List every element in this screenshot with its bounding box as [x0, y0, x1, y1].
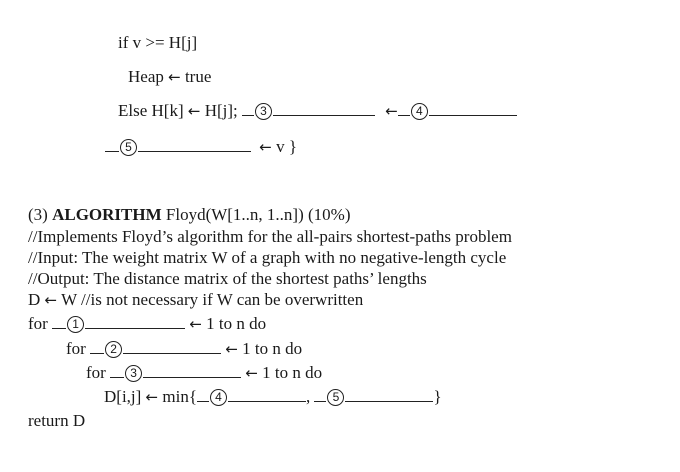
v-close: v } — [276, 137, 297, 156]
blank-3[interactable] — [273, 101, 375, 116]
comment-3: //Output: The distance matrix of the shortest paths’ lengths — [28, 269, 427, 288]
assign-line — [28, 290, 363, 310]
heap-true: true — [184, 67, 212, 86]
blank-number-3: 3 — [125, 365, 142, 382]
w-assign: W //is not necessary if W can be overwritten — [61, 290, 364, 309]
d-var: D — [28, 290, 41, 309]
for-keyword: for — [28, 314, 48, 333]
range-text: 1 to n do — [206, 314, 267, 333]
blank-number-1: 1 — [67, 316, 84, 333]
for-line-2 — [66, 339, 302, 359]
algorithm-signature: Floyd(W[1..n, 1..n]) (10%) — [165, 205, 351, 224]
min-function: min{ — [162, 387, 197, 406]
comment-1: //Implements Floyd’s algorithm for the all-pairs shortest-paths problem — [28, 227, 512, 246]
for-line-1 — [28, 314, 266, 334]
blank-4-lead[interactable] — [398, 101, 410, 116]
for1-blank-lead[interactable] — [52, 314, 66, 329]
range-text: 1 to n do — [242, 339, 303, 358]
blank-5[interactable] — [138, 137, 251, 152]
min-blank-5[interactable] — [345, 387, 433, 402]
floyd-heading — [28, 205, 351, 225]
assign-arrow: ← — [189, 315, 202, 333]
for-keyword: for — [86, 363, 106, 382]
min-blank-4-lead[interactable] — [197, 387, 209, 402]
assign-arrow: ← — [168, 68, 181, 86]
question-number: (3) — [28, 205, 48, 224]
assign-arrow: ← — [225, 340, 238, 358]
blank-number-4: 4 — [411, 103, 428, 120]
for3-blank[interactable] — [143, 363, 241, 378]
return-line: return D — [28, 411, 86, 430]
blank-number-4: 4 — [210, 389, 227, 406]
hj-text: H[j]; — [204, 101, 238, 120]
comment-2: //Input: The weight matrix W of a graph with no negative-length cycle — [28, 248, 507, 267]
assign-arrow: ← — [259, 138, 272, 156]
for2-blank-lead[interactable] — [90, 339, 104, 354]
for3-blank-lead[interactable] — [110, 363, 124, 378]
blank-4[interactable] — [429, 101, 517, 116]
for-keyword: for — [66, 339, 86, 358]
assign-arrow: ← — [145, 388, 159, 406]
heap-if-text: if v >= H[j] — [118, 33, 198, 52]
dij-var: D[i,j] — [104, 387, 142, 406]
for-line-3 — [86, 363, 322, 383]
close-brace: } — [433, 387, 442, 406]
for1-blank[interactable] — [85, 314, 185, 329]
blank-number-3: 3 — [255, 103, 272, 120]
blank-number-5: 5 — [120, 139, 137, 156]
blank-number-5: 5 — [327, 389, 344, 406]
else-hk: Else H[k] — [118, 101, 184, 120]
assign-arrow: ← — [245, 364, 258, 382]
blank-number-2: 2 — [105, 341, 122, 358]
algorithm-keyword: ALGORITHM — [52, 205, 162, 224]
heap-line-3 — [118, 101, 517, 121]
min-blank-4[interactable] — [228, 387, 306, 402]
blank-3-lead[interactable] — [242, 101, 254, 116]
for2-blank[interactable] — [123, 339, 221, 354]
min-blank-5-lead[interactable] — [314, 387, 326, 402]
comma: , — [305, 387, 311, 406]
min-line — [104, 387, 442, 407]
heap-line-2 — [128, 67, 211, 87]
blank-5-lead[interactable] — [105, 137, 119, 152]
assign-arrow: ← — [385, 102, 398, 120]
range-text: 1 to n do — [262, 363, 323, 382]
heap-line-4 — [105, 137, 297, 157]
assign-arrow: ← — [187, 102, 201, 120]
heap-line-1 — [118, 33, 197, 53]
assign-arrow: ← — [44, 291, 58, 309]
heap-var: Heap — [128, 67, 164, 86]
